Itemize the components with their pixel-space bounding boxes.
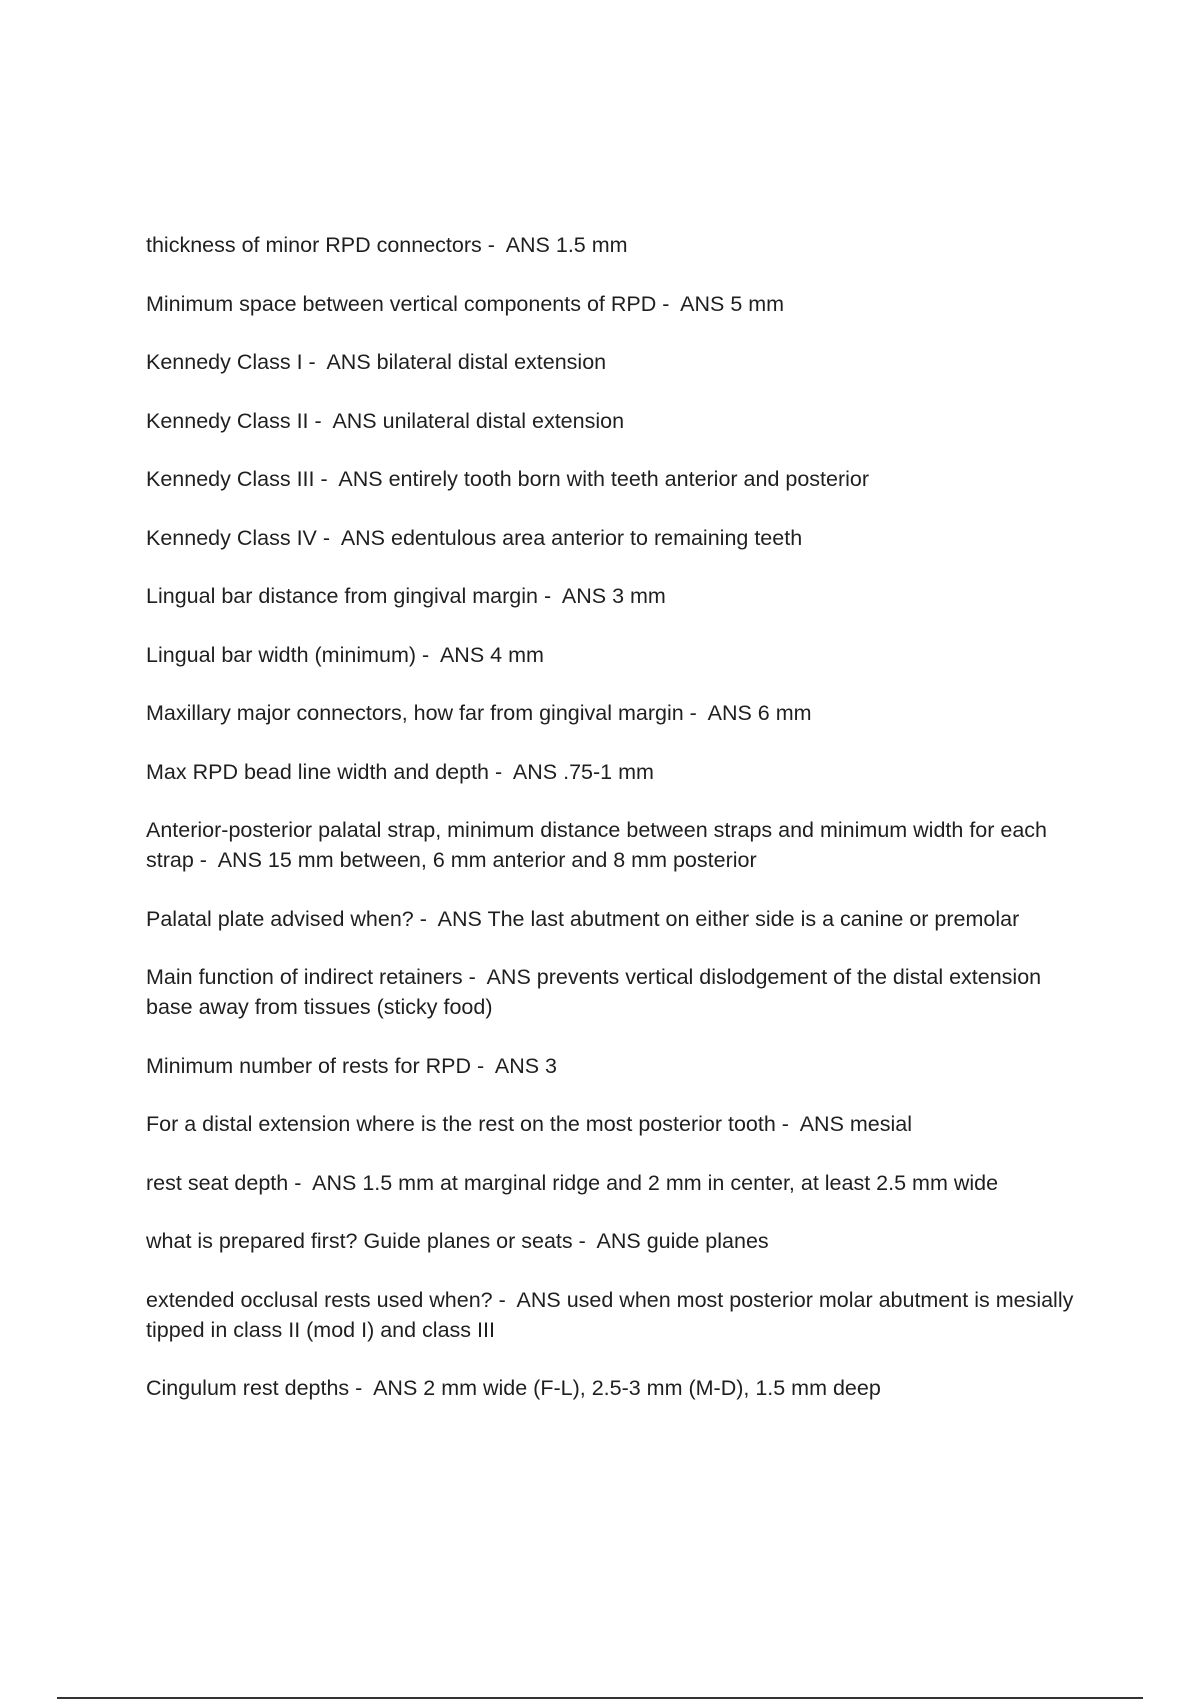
qa-question: thickness of minor RPD connectors	[146, 233, 482, 257]
qa-separator: -	[314, 467, 339, 491]
qa-answer: ANS 6 mm	[707, 701, 812, 725]
qa-answer: ANS unilateral distal extension	[332, 408, 625, 433]
qa-answer: ANS 1.5 mm	[505, 233, 628, 257]
qa-item	[146, 1226, 1086, 1256]
qa-separator: -	[538, 584, 562, 608]
qa-separator: -	[462, 965, 487, 989]
qa-item	[146, 1109, 1086, 1139]
qa-list	[146, 230, 1086, 1432]
qa-answer: ANS 1.5 mm at marginal ridge and 2 mm in center, at least 2.5 mm wide	[312, 1170, 999, 1195]
qa-question: Minimum number of rests for RPD	[146, 1053, 471, 1078]
qa-answer: ANS 15 mm between, 6 mm anterior and 8 mm posterior	[217, 848, 757, 872]
qa-separator: -	[413, 906, 438, 931]
qa-item	[146, 1051, 1086, 1081]
qa-item	[146, 464, 1086, 494]
qa-question: Cingulum rest depths	[146, 1376, 350, 1400]
qa-item	[146, 230, 1086, 260]
qa-answer: ANS prevents vertical dislodgement of the distal extension base away from tissues (sticky food)	[146, 965, 1042, 1019]
qa-separator: -	[470, 1053, 495, 1078]
qa-answer: ANS 3 mm	[561, 584, 666, 608]
qa-answer: ANS 4 mm	[439, 642, 544, 667]
qa-item	[146, 1285, 1086, 1345]
qa-question: Kennedy Class IV	[146, 525, 317, 550]
qa-question: Kennedy Class III	[146, 467, 315, 491]
qa-separator: -	[316, 525, 341, 550]
qa-item	[146, 1373, 1086, 1403]
qa-item	[146, 698, 1086, 728]
qa-item	[146, 962, 1086, 1022]
qa-item	[146, 815, 1086, 875]
qa-separator: -	[193, 848, 218, 872]
qa-separator: -	[302, 350, 327, 374]
qa-answer: ANS guide planes	[596, 1229, 769, 1253]
qa-question: Max RPD bead line width and depth	[146, 759, 490, 784]
qa-question: Lingual bar distance from gingival margin	[146, 584, 538, 608]
qa-answer: ANS 5 mm	[680, 291, 785, 316]
qa-separator: -	[775, 1112, 800, 1136]
qa-question: rest seat depth	[146, 1170, 289, 1195]
qa-item	[146, 581, 1086, 611]
qa-question: Palatal plate advised when?	[146, 906, 414, 931]
qa-question: Lingual bar width (minimum)	[146, 642, 417, 667]
qa-question: Main function of indirect retainers	[146, 965, 463, 989]
qa-item	[146, 1168, 1086, 1198]
qa-question: extended occlusal rests used when?	[146, 1287, 493, 1312]
qa-separator: -	[489, 759, 513, 784]
qa-answer: ANS The last abutment on either side is a canine or premolar	[437, 906, 1020, 931]
qa-separator: -	[572, 1229, 597, 1253]
qa-separator: -	[683, 701, 708, 725]
qa-separator: -	[308, 408, 333, 433]
qa-question: what is prepared first? Guide planes or seats	[146, 1229, 573, 1253]
qa-question: Maxillary major connectors, how far from gingival margin	[146, 701, 684, 725]
qa-question: Kennedy Class II	[146, 408, 309, 433]
footer-divider	[57, 1697, 1143, 1699]
qa-item	[146, 904, 1086, 934]
qa-question: Anterior-posterior palatal strap, minimum distance between straps and minimum width for each strap	[146, 818, 1048, 872]
qa-item	[146, 523, 1086, 553]
qa-answer: ANS 2 mm wide (F-L), 2.5-3 mm (M-D), 1.5 mm deep	[373, 1376, 881, 1400]
qa-answer: ANS 3	[494, 1053, 558, 1078]
qa-separator: -	[288, 1170, 313, 1195]
qa-separator: -	[492, 1287, 517, 1312]
qa-answer: ANS entirely tooth born with teeth anterior and posterior	[338, 467, 870, 491]
qa-item	[146, 406, 1086, 436]
qa-item	[146, 347, 1086, 377]
qa-separator: -	[349, 1376, 374, 1400]
qa-item	[146, 289, 1086, 319]
qa-question: For a distal extension where is the rest on the most posterior tooth	[146, 1112, 776, 1136]
qa-question: Kennedy Class I	[146, 350, 303, 374]
qa-answer: ANS bilateral distal extension	[326, 350, 607, 374]
qa-answer: ANS used when most posterior molar abutment is mesially tipped in class II (mod I) and class III	[146, 1287, 1074, 1342]
qa-item	[146, 757, 1086, 787]
qa-question: Minimum space between vertical components of RPD	[146, 291, 657, 316]
qa-answer: ANS edentulous area anterior to remaining teeth	[340, 525, 803, 550]
qa-answer: ANS .75-1 mm	[512, 759, 654, 784]
qa-separator: -	[481, 233, 506, 257]
qa-answer: ANS mesial	[799, 1112, 913, 1136]
qa-separator: -	[416, 642, 440, 667]
qa-item	[146, 640, 1086, 670]
qa-separator: -	[656, 291, 681, 316]
